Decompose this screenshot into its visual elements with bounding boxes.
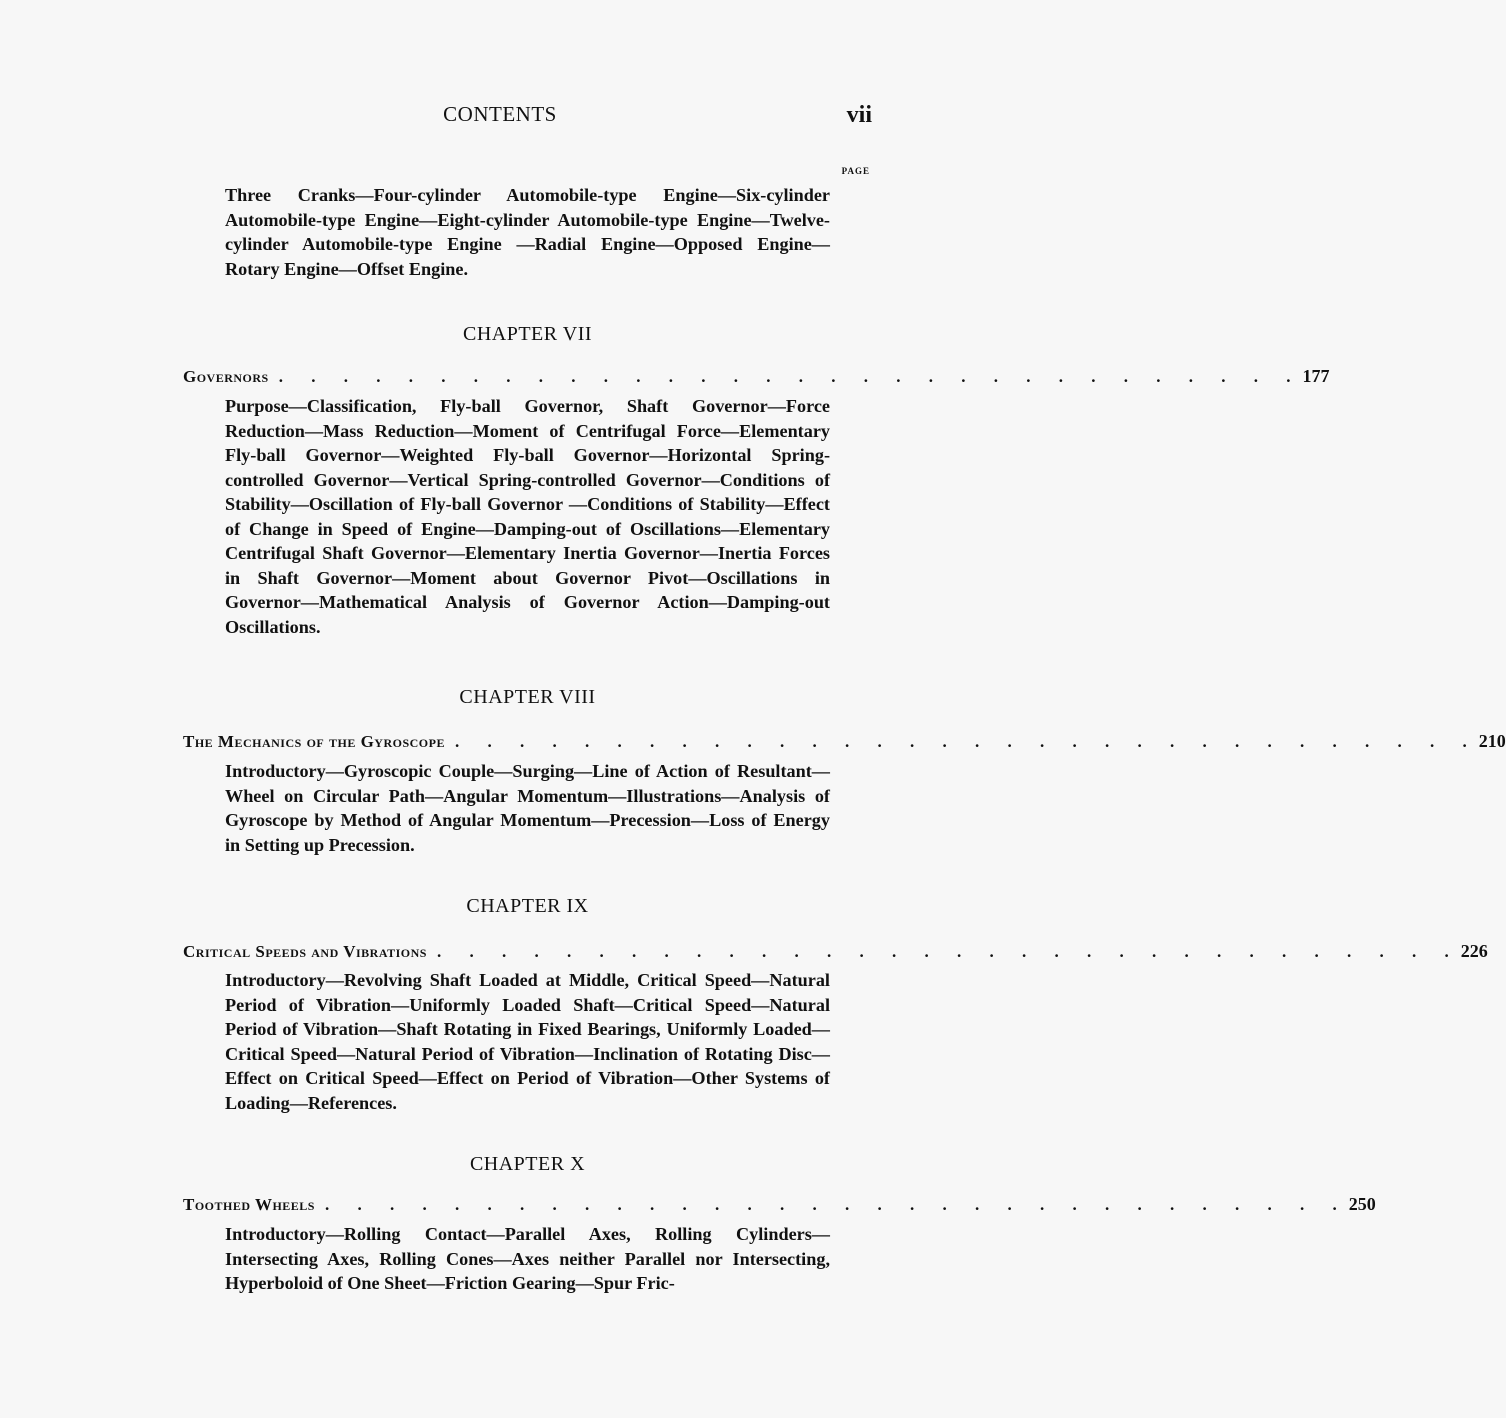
page-column-label: PAGE <box>841 166 870 176</box>
toc-entry-page: 210 <box>1478 731 1506 751</box>
running-header <box>0 102 1000 132</box>
continuation-description: Three Cranks—Four-cylinder Automobile-type Engine—Six-cylinder Automobile-type Engine—Eight-cylinder Automobile-type Engine—Twelve-cylinder Automobile-type Engine —Radial Engine—Opposed Engine—Rotary Engine—Offset Engine. <box>225 185 830 279</box>
chapter-description: Introductory—Revolving Shaft Loaded at Middle, Critical Speed—Natural Period of Vibration—Uniformly Loaded Shaft—Critical Speed—Natural Period of Vibration—Shaft Rotating in Fixed Bearings, Uniformly Loaded—Critical Speed—Natural Period of Vibration—Inclination of Rotating Disc—Effect on Critical Speed—Effect on Period of Vibration—Other Systems of Loading—References. <box>225 970 830 1113</box>
toc-entry-page: 226 <box>1460 941 1488 961</box>
toc-entry-leader: . . . . . . . . . . . . . . . . . . . . . . . . . . . . . . . . <box>324 1195 1349 1214</box>
toc-entry-page: 177 <box>1302 366 1330 386</box>
toc-entry[interactable] <box>183 941 1488 967</box>
toc-entry-title: The Mechanics of the Gyroscope <box>183 732 445 751</box>
toc-entry-page: 250 <box>1348 1194 1376 1214</box>
toc-entry[interactable] <box>183 366 1330 392</box>
toc-entry-leader: . . . . . . . . . . . . . . . . . . . . . . . . . . . . . . . . <box>454 732 1479 751</box>
chapter-description: Introductory—Rolling Contact—Parallel Axes, Rolling Cylinders—Intersecting Axes, Rolling Cones—Axes neither Parallel nor Intersecting, Hyperboloid of One Sheet—Friction Gearing—Spur Fric- <box>225 1224 830 1293</box>
toc-entry-title: Governors <box>183 367 269 386</box>
toc-entry-title: Critical Speeds and Vibrations <box>183 942 427 961</box>
chapter-heading: CHAPTER X <box>469 1153 586 1175</box>
chapter-description: Introductory—Gyroscopic Couple—Surging—Line of Action of Resultant—Wheel on Circular Path—Angular Momentum—Illustrations—Analysis of Gyroscope by Method of Angular Momentum—Precession—Loss of Energy in Setting up Precession. <box>225 761 830 855</box>
toc-entry-leader: . . . . . . . . . . . . . . . . . . . . . . . . . . . . . . . . <box>278 367 1303 386</box>
chapter-heading: CHAPTER IX <box>466 895 589 917</box>
toc-entry[interactable] <box>183 731 1506 757</box>
running-header-title: CONTENTS <box>443 102 557 126</box>
page-number: vii <box>846 102 872 128</box>
chapter-heading: CHAPTER VII <box>462 323 593 345</box>
toc-entry-title: Toothed Wheels <box>183 1195 315 1214</box>
chapter-description: Purpose—Classification, Fly-ball Governor, Shaft Governor—Force Reduction—Mass Reduction—Moment of Centrifugal Force—Elementary Fly-ball Governor—Weighted Fly-ball Governor—Horizontal Spring-controlled Governor—Vertical Spring-controlled Governor—Conditions of Stability—Oscillation of Fly-ball Governor —Conditions of Stability—Effect of Change in Speed of Engine—Damping-out of Oscillations—Elementary Centrifugal Shaft Governor—Elementary Inertia Governor—Inertia Forces in Shaft Governor—Moment about Governor Pivot—Oscillations in Governor—Mathematical Analysis of Governor Action—Damping-out Oscillations. <box>225 396 830 637</box>
chapter-heading: CHAPTER VIII <box>459 686 596 708</box>
toc-entry[interactable] <box>183 1194 1376 1220</box>
toc-entry-leader: . . . . . . . . . . . . . . . . . . . . . . . . . . . . . . . . <box>436 942 1461 961</box>
